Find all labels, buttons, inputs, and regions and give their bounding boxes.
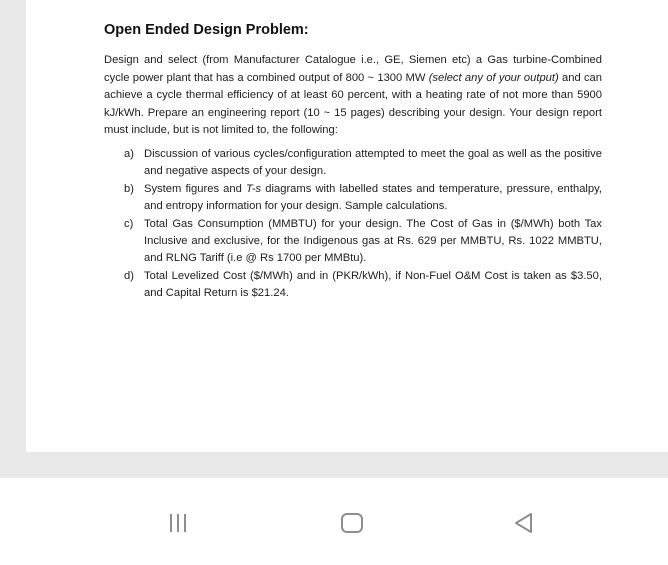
system-navigation-bar bbox=[0, 478, 668, 565]
page-content bbox=[104, 21, 602, 303]
intro-paragraph bbox=[104, 52, 602, 140]
list-marker: a) bbox=[124, 147, 134, 160]
list-item-text: Total Gas Consumption (MMBTU) for your design. The Cost of Gas in ($/MWh) both Tax Inclusive and exclusive, for the Indigenous gas at Rs. 629 per MMBTU, Rs. 1022 MMBTU, and RLNG Tariff (i.e @ Rs 1700 per MMBtu). bbox=[144, 217, 602, 265]
intro-text-italic: (select any of your output) bbox=[428, 71, 559, 84]
intro-text-part2: and can achieve a cycle thermal efficiency of at least 60 percent, with a heating rate of not more than 5900 kJ/kWh. Prepare an engineering report (10 ~ 15 pages) describing your design. Your design report must include, but is not limited to, the following: bbox=[104, 71, 602, 137]
intro-text-part1: Design and select (from Manufacturer Catalogue i.e., GE, Siemen etc) a Gas turbine-Combined cycle power plant that has a combined output of 800 ~ 1300 MW bbox=[104, 54, 602, 84]
list-marker: c) bbox=[124, 217, 134, 230]
list-marker: d) bbox=[124, 269, 134, 282]
list-item bbox=[124, 216, 602, 268]
list-item-text: Discussion of various cycles/configuration attempted to meet the goal as well as the positive and negative aspects of your design. bbox=[144, 147, 602, 178]
list-item bbox=[124, 146, 602, 181]
requirements-list bbox=[104, 146, 602, 303]
recents-button[interactable] bbox=[158, 508, 198, 538]
list-item-text-after: diagrams with labelled states and temperature, pressure, enthalpy, and entropy information for your design. Sample calculations. bbox=[144, 182, 602, 213]
list-item bbox=[124, 268, 602, 303]
list-item-text-before: System figures and bbox=[144, 182, 247, 195]
recents-icon bbox=[165, 511, 191, 535]
back-icon bbox=[511, 511, 537, 535]
home-button[interactable] bbox=[332, 508, 372, 538]
home-icon bbox=[339, 511, 365, 535]
list-item-text: Total Levelized Cost ($/MWh) and in (PKR/kWh), if Non-Fuel O&M Cost is taken as $3.50, and Capital Return is $21.24. bbox=[144, 269, 602, 300]
document-title: Open Ended Design Problem: bbox=[104, 22, 309, 38]
list-marker: b) bbox=[124, 182, 134, 195]
list-item-text-italic: T-s bbox=[246, 182, 262, 195]
list-item bbox=[124, 181, 602, 216]
back-button[interactable] bbox=[504, 508, 544, 538]
document-page bbox=[26, 0, 668, 452]
